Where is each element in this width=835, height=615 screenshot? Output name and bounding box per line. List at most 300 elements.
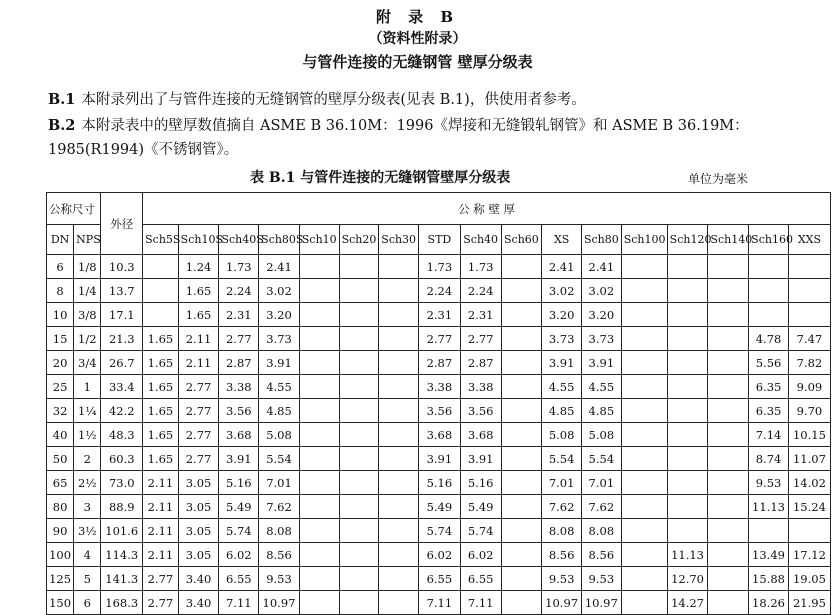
table-cell: 3.40	[178, 591, 219, 615]
paragraph-text: 本附录列出了与管件连接的无缝钢管的壁厚分级表(见表 B.1)，供使用者参考。	[81, 92, 586, 108]
table-cell	[501, 375, 542, 399]
header-schedule: Sch60	[501, 225, 542, 255]
table-cell: 2.77	[178, 399, 219, 423]
table-cell: 5.54	[259, 447, 300, 471]
table-cell: 6	[47, 255, 74, 279]
table-cell	[621, 351, 667, 375]
table-cell	[299, 591, 339, 615]
header-schedule: Sch120	[667, 225, 708, 255]
table-cell	[143, 279, 179, 303]
table-cell: 5.49	[418, 495, 460, 519]
table-cell	[621, 399, 667, 423]
table-cell: 3.68	[219, 423, 259, 447]
table-cell: 6.35	[749, 399, 789, 423]
paragraph-b2	[48, 114, 828, 162]
table-cell	[708, 327, 749, 351]
table-cell: 17.1	[101, 303, 143, 327]
table-cell: 2.41	[542, 255, 582, 279]
table-cell: 4.85	[259, 399, 300, 423]
table-cell: 2½	[74, 471, 101, 495]
table-cell: 1.65	[178, 279, 219, 303]
table-cell: 7.01	[581, 471, 621, 495]
table-cell	[379, 447, 419, 471]
paragraph-number: B.2	[48, 117, 76, 134]
table-cell: 6.55	[219, 567, 259, 591]
table-cell	[749, 303, 789, 327]
table-cell: 2.41	[259, 255, 300, 279]
header-schedule: Sch30	[379, 225, 419, 255]
table-cell	[379, 519, 419, 543]
table-cell: 2.11	[143, 543, 179, 567]
table-cell: 9.53	[749, 471, 789, 495]
table-cell: 6.02	[460, 543, 501, 567]
table-cell: 6.55	[418, 567, 460, 591]
table-cell	[501, 327, 542, 351]
table-cell: 3.05	[178, 543, 219, 567]
table-cell: 73.0	[101, 471, 143, 495]
header-schedule: Sch10	[299, 225, 339, 255]
table-cell	[621, 543, 667, 567]
table-cell: 2.41	[581, 255, 621, 279]
table-cell	[339, 279, 379, 303]
table-cell: 6	[74, 591, 101, 615]
table-cell	[621, 279, 667, 303]
table-cell	[299, 567, 339, 591]
table-cell: 3.68	[460, 423, 501, 447]
header-dn: DN	[47, 225, 74, 255]
table-cell: 13.7	[101, 279, 143, 303]
header-schedule: Sch40	[460, 225, 501, 255]
table-cell: 33.4	[101, 375, 143, 399]
appendix-heading: 与管件连接的无缝钢管 壁厚分级表	[302, 53, 533, 71]
table-cell: 101.6	[101, 519, 143, 543]
table-cell: 90	[47, 519, 74, 543]
table-cell: 8.56	[259, 543, 300, 567]
table-cell	[708, 423, 749, 447]
table-cell: 100	[47, 543, 74, 567]
table-cell: 1.65	[178, 303, 219, 327]
table-cell	[299, 327, 339, 351]
table-cell	[299, 303, 339, 327]
table-cell: 2.87	[219, 351, 259, 375]
table-row	[47, 303, 831, 327]
header-schedule: Sch20	[339, 225, 379, 255]
table-cell	[501, 351, 542, 375]
table-cell: 2.77	[219, 327, 259, 351]
table-cell: 1.65	[143, 399, 179, 423]
table-cell: 8.74	[749, 447, 789, 471]
table-cell	[379, 423, 419, 447]
table-cell: 2.31	[219, 303, 259, 327]
table-cell: 7.11	[418, 591, 460, 615]
table-cell	[708, 519, 749, 543]
table-cell	[501, 471, 542, 495]
table-cell	[667, 303, 708, 327]
table-cell: 1.73	[418, 255, 460, 279]
table-cell	[708, 543, 749, 567]
table-cell: 3.73	[542, 327, 582, 351]
table-cell: 21.3	[101, 327, 143, 351]
header-schedule: XS	[542, 225, 582, 255]
table-cell: 3.91	[581, 351, 621, 375]
table-cell: 2.77	[178, 375, 219, 399]
table-cell: 1.65	[143, 447, 179, 471]
table-cell: 3.38	[460, 375, 501, 399]
table-cell	[667, 399, 708, 423]
table-cell	[621, 303, 667, 327]
table-cell: 2.11	[143, 519, 179, 543]
table-cell: 88.9	[101, 495, 143, 519]
table-row	[47, 279, 831, 303]
header-nominal-wall: 公 称 壁 厚	[143, 193, 831, 225]
table-cell: 10	[47, 303, 74, 327]
table-cell: 7.11	[219, 591, 259, 615]
table-cell: 3/4	[74, 351, 101, 375]
header-schedule: XXS	[788, 225, 830, 255]
table-cell	[788, 519, 830, 543]
table-row	[47, 543, 831, 567]
paragraph-text: 本附录表中的壁厚数值摘自 ASME B 36.10M：1996《焊接和无缝锻轧钢管》和 ASME B 36.19M：1985(R1994)《不锈钢管》。	[48, 118, 749, 158]
table-cell	[339, 495, 379, 519]
table-cell: 2.77	[460, 327, 501, 351]
table-cell: 7.01	[259, 471, 300, 495]
table-cell: 5	[74, 567, 101, 591]
table-cell: 60.3	[101, 447, 143, 471]
table-cell: 2.31	[418, 303, 460, 327]
table-cell: 1.65	[143, 327, 179, 351]
table-cell	[339, 375, 379, 399]
table-cell	[708, 399, 749, 423]
table-cell: 11.13	[749, 495, 789, 519]
table-cell: 3.91	[259, 351, 300, 375]
table-cell: 2.11	[178, 351, 219, 375]
table-cell: 2.77	[178, 447, 219, 471]
table-cell: 3.40	[178, 567, 219, 591]
table-cell	[339, 447, 379, 471]
table-cell: 9.53	[581, 567, 621, 591]
table-cell	[339, 591, 379, 615]
table-cell	[501, 303, 542, 327]
table-cell: 3	[74, 495, 101, 519]
table-cell: 3.56	[460, 399, 501, 423]
table-cell	[621, 447, 667, 471]
table-cell	[667, 375, 708, 399]
table-cell: 2.77	[143, 567, 179, 591]
table-cell: 2.77	[178, 423, 219, 447]
table-cell: 6.55	[460, 567, 501, 591]
table-cell: 11.13	[667, 543, 708, 567]
table-cell	[379, 471, 419, 495]
table-cell	[299, 519, 339, 543]
paragraph-b1	[48, 88, 828, 112]
table-cell	[379, 279, 419, 303]
table-cell: 1.24	[178, 255, 219, 279]
table-cell: 15	[47, 327, 74, 351]
table-row	[47, 495, 831, 519]
table-cell: 150	[47, 591, 74, 615]
table-cell: 9.53	[542, 567, 582, 591]
table-cell	[501, 591, 542, 615]
table-cell	[379, 351, 419, 375]
table-cell	[379, 495, 419, 519]
table-cell	[501, 447, 542, 471]
table-cell	[299, 399, 339, 423]
table-cell	[379, 327, 419, 351]
table-cell: 3.05	[178, 471, 219, 495]
table-cell: 4.55	[542, 375, 582, 399]
table-cell: 10.3	[101, 255, 143, 279]
table-cell: 4.85	[581, 399, 621, 423]
table-cell: 5.74	[460, 519, 501, 543]
table-cell: 3.91	[542, 351, 582, 375]
table-cell	[749, 255, 789, 279]
table-cell: 3.02	[542, 279, 582, 303]
table-cell	[667, 255, 708, 279]
table-cell	[621, 327, 667, 351]
table-cell: 1.73	[460, 255, 501, 279]
table-cell: 3.20	[259, 303, 300, 327]
table-cell: 3.38	[219, 375, 259, 399]
table-cell: 14.02	[788, 471, 830, 495]
table-cell: 5.74	[219, 519, 259, 543]
table-cell: 9.09	[788, 375, 830, 399]
table-cell: 1.65	[143, 351, 179, 375]
table-cell: 168.3	[101, 591, 143, 615]
table-cell	[379, 255, 419, 279]
table-cell: 5.54	[581, 447, 621, 471]
table-cell: 21.95	[788, 591, 830, 615]
table-cell: 3.02	[581, 279, 621, 303]
table-row	[47, 519, 831, 543]
table-cell: 10.15	[788, 423, 830, 447]
table-cell: 3.56	[418, 399, 460, 423]
table-cell	[667, 471, 708, 495]
table-cell: 5.56	[749, 351, 789, 375]
table-cell	[501, 399, 542, 423]
table-cell: 7.62	[581, 495, 621, 519]
table-cell: 8.56	[581, 543, 621, 567]
table-cell	[667, 519, 708, 543]
table-cell	[621, 471, 667, 495]
table-cell	[379, 567, 419, 591]
table-cell: 1.73	[219, 255, 259, 279]
table-cell: 3.02	[259, 279, 300, 303]
header-schedule: Sch10S	[178, 225, 219, 255]
table-cell	[143, 255, 179, 279]
table-cell: 1½	[74, 423, 101, 447]
table-cell: 15.88	[749, 567, 789, 591]
table-cell	[339, 327, 379, 351]
table-row	[47, 399, 831, 423]
table-cell: 6.02	[418, 543, 460, 567]
table-cell: 3.56	[219, 399, 259, 423]
table-cell	[299, 375, 339, 399]
table-cell: 3.68	[418, 423, 460, 447]
table-cell	[501, 279, 542, 303]
table-cell: 1	[74, 375, 101, 399]
table-cell	[667, 423, 708, 447]
table-cell: 3.20	[581, 303, 621, 327]
table-cell	[299, 279, 339, 303]
table-cell: 2.77	[143, 591, 179, 615]
table-cell	[788, 303, 830, 327]
table-cell	[501, 423, 542, 447]
paragraph-number: B.1	[48, 91, 76, 108]
table-cell: 2.11	[178, 327, 219, 351]
table-row	[47, 471, 831, 495]
table-cell: 5.74	[418, 519, 460, 543]
table-body	[47, 255, 831, 615]
header-schedule: Sch80S	[259, 225, 300, 255]
table-cell: 4.55	[581, 375, 621, 399]
table-cell: 48.3	[101, 423, 143, 447]
table-cell: 42.2	[101, 399, 143, 423]
header-schedule: Sch40S	[219, 225, 259, 255]
table-cell	[667, 327, 708, 351]
table-cell: 1¼	[74, 399, 101, 423]
table-cell: 1/2	[74, 327, 101, 351]
table-cell	[379, 303, 419, 327]
table-cell: 7.47	[788, 327, 830, 351]
table-cell: 2.31	[460, 303, 501, 327]
table-cell: 2.24	[418, 279, 460, 303]
table-cell	[339, 303, 379, 327]
table-cell	[501, 519, 542, 543]
table-cell	[379, 375, 419, 399]
table-cell: 2.77	[418, 327, 460, 351]
table-cell: 4	[74, 543, 101, 567]
table-cell: 6.35	[749, 375, 789, 399]
header-schedule: Sch160	[749, 225, 789, 255]
table-cell: 114.3	[101, 543, 143, 567]
table-cell: 8.08	[542, 519, 582, 543]
table-cell: 2.87	[460, 351, 501, 375]
table-cell: 5.08	[581, 423, 621, 447]
table-cell	[299, 447, 339, 471]
table-cell: 5.16	[460, 471, 501, 495]
table-cell: 125	[47, 567, 74, 591]
table-cell	[749, 519, 789, 543]
table-cell	[501, 567, 542, 591]
table-cell	[708, 447, 749, 471]
table-cell: 14.27	[667, 591, 708, 615]
table-cell	[299, 255, 339, 279]
table-row	[47, 447, 831, 471]
table-cell	[708, 375, 749, 399]
table-cell: 10.97	[542, 591, 582, 615]
table-row	[47, 375, 831, 399]
table-cell	[339, 351, 379, 375]
table-cell	[708, 471, 749, 495]
table-cell	[621, 567, 667, 591]
table-cell	[667, 495, 708, 519]
table-cell	[708, 567, 749, 591]
table-cell: 9.53	[259, 567, 300, 591]
table-cell: 6.02	[219, 543, 259, 567]
table-cell: 17.12	[788, 543, 830, 567]
table-cell: 2.87	[418, 351, 460, 375]
table-cell: 11.07	[788, 447, 830, 471]
table-cell: 13.49	[749, 543, 789, 567]
table-cell	[501, 255, 542, 279]
header-outside-diameter: 外径	[101, 193, 143, 255]
table-cell: 40	[47, 423, 74, 447]
table-cell	[749, 279, 789, 303]
table-cell	[667, 447, 708, 471]
table-cell: 8.08	[581, 519, 621, 543]
table-cell: 20	[47, 351, 74, 375]
table-cell	[339, 471, 379, 495]
table-row	[47, 255, 831, 279]
header-schedule: Sch5S	[143, 225, 179, 255]
table-cell	[339, 543, 379, 567]
table-cell	[501, 495, 542, 519]
table-cell	[299, 471, 339, 495]
table-cell	[339, 567, 379, 591]
table-cell	[299, 495, 339, 519]
table-cell	[621, 591, 667, 615]
table-cell	[339, 519, 379, 543]
table-cell: 18.26	[749, 591, 789, 615]
table-cell: 3/8	[74, 303, 101, 327]
table-cell: 7.14	[749, 423, 789, 447]
table-row	[47, 423, 831, 447]
table-cell: 1/4	[74, 279, 101, 303]
table-cell	[788, 255, 830, 279]
table-caption: 表 B.1 与管件连接的无缝钢管壁厚分级表	[250, 170, 511, 186]
header-nps: NPS	[74, 225, 101, 255]
table-cell	[667, 279, 708, 303]
table-cell	[621, 519, 667, 543]
table-cell	[621, 255, 667, 279]
table-cell: 5.54	[542, 447, 582, 471]
table-cell: 2	[74, 447, 101, 471]
wall-thickness-table	[46, 192, 831, 615]
unit-note: 单位为毫米	[688, 172, 749, 186]
table-row	[47, 351, 831, 375]
table-cell: 7.62	[542, 495, 582, 519]
table-cell	[339, 399, 379, 423]
table-cell: 5.49	[460, 495, 501, 519]
table-cell: 7.62	[259, 495, 300, 519]
table-cell: 3.91	[219, 447, 259, 471]
table-cell: 141.3	[101, 567, 143, 591]
table-cell: 7.11	[460, 591, 501, 615]
table-cell: 8.56	[542, 543, 582, 567]
table-cell: 80	[47, 495, 74, 519]
table-cell: 2.11	[143, 471, 179, 495]
table-cell	[299, 423, 339, 447]
table-cell	[708, 591, 749, 615]
table-cell	[379, 543, 419, 567]
header-schedule: STD	[418, 225, 460, 255]
table-cell: 5.49	[219, 495, 259, 519]
table-cell: 8	[47, 279, 74, 303]
table-cell: 4.78	[749, 327, 789, 351]
table-cell	[339, 423, 379, 447]
table-cell	[379, 591, 419, 615]
table-cell	[708, 351, 749, 375]
header-schedule: Sch140	[708, 225, 749, 255]
table-cell	[621, 375, 667, 399]
table-cell: 25	[47, 375, 74, 399]
table-cell: 1.65	[143, 375, 179, 399]
table-subheader-row	[47, 225, 831, 255]
table-cell: 3.20	[542, 303, 582, 327]
table-cell: 3.73	[259, 327, 300, 351]
table-cell: 50	[47, 447, 74, 471]
table-cell	[339, 255, 379, 279]
